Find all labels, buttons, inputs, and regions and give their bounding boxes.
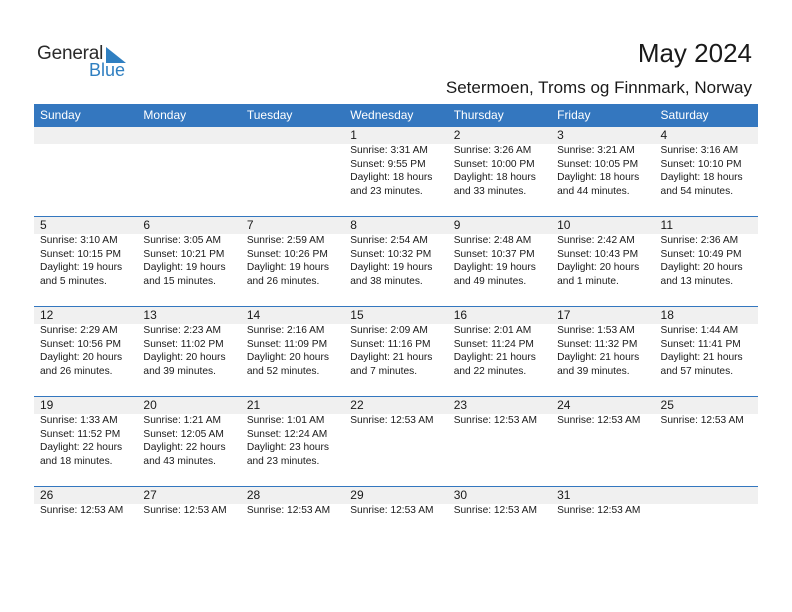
day-cell (241, 487, 344, 518)
day-number: 14 (246, 308, 261, 322)
day-info-line: Daylight: 19 hours (246, 262, 329, 274)
day-cell (551, 217, 654, 288)
day-info-line: and 23 minutes. (350, 185, 423, 197)
day-info-line: Sunset: 11:09 PM (246, 338, 328, 350)
day-info-line: Sunset: 9:55 PM (350, 158, 426, 170)
day-number: 18 (660, 308, 674, 322)
day-info-line: Sunrise: 3:31 AM (350, 145, 428, 156)
day-info-line: Daylight: 20 hours (660, 262, 743, 274)
day-info-line: Sunrise: 12:53 AM (557, 505, 641, 516)
day-info-line: and 23 minutes. (246, 455, 320, 467)
day-number: 25 (660, 398, 674, 412)
day-info-line: Sunrise: 3:10 AM (40, 235, 118, 246)
day-info-line: and 49 minutes. (453, 275, 527, 287)
location-subtitle: Setermoen, Troms og Finnmark, Norway (445, 78, 752, 97)
day-info-line: Sunrise: 2:16 AM (246, 325, 325, 336)
day-info-line: Daylight: 19 hours (40, 262, 123, 274)
day-cell (137, 307, 240, 378)
day-number: 28 (246, 488, 261, 502)
day-number (40, 127, 137, 144)
day-info-line: Sunset: 11:32 PM (557, 338, 638, 350)
calendar-week (34, 396, 758, 467)
day-info-line: and 15 minutes. (143, 275, 216, 287)
day-number: 4 (660, 128, 668, 142)
weekday-wednesday: Wednesday (350, 108, 414, 122)
day-info-line: Sunset: 11:24 PM (453, 338, 534, 350)
day-info-line: Sunrise: 2:29 AM (40, 325, 118, 336)
day-info-line: Sunset: 10:49 PM (660, 248, 742, 260)
day-info-line: and 18 minutes. (40, 455, 113, 467)
day-cell (448, 127, 551, 198)
day-cell (655, 217, 758, 288)
logo-general-text: General (37, 43, 104, 64)
day-info-line: Daylight: 19 hours (453, 262, 536, 274)
day-cell (241, 397, 344, 468)
day-number: 6 (143, 218, 151, 232)
day-number: 13 (143, 308, 157, 322)
day-info-line: Sunrise: 12:53 AM (246, 505, 331, 516)
day-number: 8 (350, 218, 357, 232)
day-info-line: Daylight: 22 hours (143, 442, 226, 454)
weekday-tuesday: Tuesday (246, 108, 293, 122)
week-days (34, 127, 758, 198)
day-number: 10 (557, 218, 571, 232)
day-info-line: Sunrise: 2:54 AM (350, 235, 428, 246)
day-info-line: and 54 minutes. (660, 185, 734, 197)
week-days (34, 307, 758, 378)
day-info-line: Daylight: 18 hours (453, 172, 536, 184)
day-number: 1 (350, 128, 357, 142)
day-info-line: Sunrise: 1:33 AM (40, 415, 118, 426)
day-info-line: Sunrise: 12:53 AM (143, 505, 227, 516)
day-cell (241, 217, 344, 288)
day-info-line: and 57 minutes. (660, 365, 734, 377)
day-info-line: Sunrise: 2:42 AM (557, 235, 635, 246)
day-cell (137, 217, 240, 288)
day-info-line: Daylight: 18 hours (557, 172, 640, 184)
day-info-line: Sunset: 12:24 AM (246, 428, 328, 440)
weekday-friday: Friday (557, 108, 591, 122)
day-info-line: Sunrise: 2:23 AM (143, 325, 222, 336)
day-cell (137, 397, 240, 468)
day-info-line: Sunset: 10:43 PM (557, 248, 639, 260)
day-info-line: Sunset: 11:16 PM (350, 338, 431, 350)
logo (37, 44, 137, 80)
day-number: 9 (453, 218, 461, 232)
day-number: 23 (453, 398, 468, 412)
day-info-line: and 33 minutes. (453, 185, 527, 197)
logo-blue-text: Blue (89, 60, 126, 80)
day-info-line: Daylight: 20 hours (40, 352, 123, 364)
day-cell (34, 307, 137, 378)
day-info-line: Sunset: 10:10 PM (660, 158, 742, 170)
day-cell (448, 217, 551, 288)
day-info-line: Sunset: 10:26 PM (246, 248, 328, 260)
day-number: 15 (350, 308, 364, 322)
day-number: 16 (453, 308, 468, 322)
day-info-line: Sunset: 10:21 PM (143, 248, 225, 260)
day-info-line: Daylight: 18 hours (660, 172, 743, 184)
day-number: 26 (40, 488, 54, 502)
day-info-line: Daylight: 21 hours (453, 352, 536, 364)
day-info-line: Daylight: 22 hours (40, 442, 123, 454)
day-info-line: Sunrise: 12:53 AM (350, 505, 434, 516)
day-info-line: Daylight: 18 hours (350, 172, 433, 184)
day-number (143, 127, 240, 144)
weekday-thursday: Thursday (453, 108, 504, 122)
day-info-line: Daylight: 20 hours (246, 352, 329, 364)
calendar-week (34, 306, 758, 377)
day-info-line: and 26 minutes. (40, 365, 113, 377)
day-number: 3 (557, 128, 564, 142)
day-cell (551, 307, 654, 378)
day-info-line: and 22 minutes. (453, 365, 527, 377)
day-number: 2 (453, 128, 461, 142)
day-info-line: Sunrise: 3:26 AM (453, 145, 532, 156)
day-info-line: Daylight: 21 hours (557, 352, 640, 364)
day-info-line: and 26 minutes. (246, 275, 320, 287)
day-cell (34, 397, 137, 468)
day-info-line: Sunrise: 12:53 AM (40, 505, 124, 516)
day-info-line: Daylight: 21 hours (660, 352, 743, 364)
day-info-line: Sunset: 11:02 PM (143, 338, 224, 350)
day-info-line: Sunset: 11:52 PM (40, 428, 121, 440)
day-cell (551, 127, 654, 198)
day-number (247, 127, 344, 144)
day-number: 29 (350, 488, 364, 502)
day-cell (344, 127, 447, 198)
day-number: 30 (453, 488, 468, 502)
day-info-line: and 38 minutes. (350, 275, 423, 287)
day-info-line: Sunrise: 3:16 AM (660, 145, 739, 156)
day-info-line: Sunset: 10:05 PM (557, 158, 639, 170)
weekday-saturday: Saturday (660, 108, 709, 122)
day-cell (655, 307, 758, 378)
day-info-line: Sunrise: 3:05 AM (143, 235, 222, 246)
day-info-line: and 13 minutes. (660, 275, 734, 287)
day-cell (344, 487, 447, 518)
day-info-line: Sunset: 12:05 AM (143, 428, 224, 440)
calendar-week (34, 486, 758, 516)
day-number: 19 (40, 398, 54, 412)
day-info-line: Daylight: 21 hours (350, 352, 433, 364)
day-info-line: Sunset: 10:00 PM (453, 158, 535, 170)
day-number: 22 (350, 398, 364, 412)
day-info-line: Sunrise: 1:01 AM (246, 415, 325, 426)
day-info-line: Sunrise: 1:21 AM (143, 415, 222, 426)
day-cell (551, 487, 654, 518)
day-info-line: Sunset: 10:32 PM (350, 248, 432, 260)
day-info-line: Sunrise: 12:53 AM (453, 415, 537, 426)
day-info-line: Sunset: 11:41 PM (660, 338, 741, 350)
day-number: 21 (246, 398, 261, 412)
day-info-line: Daylight: 23 hours (246, 442, 329, 454)
day-info-line: and 52 minutes. (246, 365, 320, 377)
day-number: 24 (557, 398, 571, 412)
week-days (34, 217, 758, 288)
day-cell (344, 217, 447, 288)
day-info-line: and 7 minutes. (350, 365, 418, 377)
day-info-line: Daylight: 19 hours (350, 262, 433, 274)
day-info-line: and 1 minute. (557, 275, 619, 287)
day-info-line: Sunrise: 2:48 AM (453, 235, 532, 246)
day-number: 12 (40, 308, 54, 322)
day-info-line: and 39 minutes. (143, 365, 216, 377)
weekday-monday: Monday (143, 108, 187, 122)
day-info-line: Sunrise: 12:53 AM (660, 415, 744, 426)
week-days (34, 487, 758, 518)
day-cell (655, 397, 758, 468)
day-info-line: Sunrise: 2:09 AM (350, 325, 428, 336)
day-info-line: Sunset: 10:15 PM (40, 248, 121, 260)
day-number: 5 (40, 218, 47, 232)
day-info-line: and 44 minutes. (557, 185, 630, 197)
day-info-line: Sunrise: 1:44 AM (660, 325, 739, 336)
page-title: May 2024 (637, 38, 752, 68)
day-info-line: and 43 minutes. (143, 455, 216, 467)
calendar-week (34, 126, 758, 197)
day-cell (241, 127, 344, 198)
day-cell (448, 487, 551, 518)
day-cell (34, 127, 137, 198)
day-cell (241, 307, 344, 378)
day-cell (655, 127, 758, 198)
day-cell (137, 127, 240, 198)
day-cell (344, 307, 447, 378)
day-info-line: and 39 minutes. (557, 365, 630, 377)
day-number: 31 (557, 488, 571, 502)
day-cell (34, 217, 137, 288)
day-number: 20 (143, 398, 157, 412)
weekday-sunday: Sunday (40, 108, 81, 122)
day-cell (34, 487, 137, 518)
day-info-line: Daylight: 20 hours (557, 262, 640, 274)
day-number: 11 (660, 218, 673, 232)
day-info-line: Daylight: 20 hours (143, 352, 226, 364)
day-number: 27 (143, 488, 157, 502)
day-number (661, 487, 758, 504)
day-cell (655, 487, 758, 518)
day-info-line: Daylight: 19 hours (143, 262, 226, 274)
day-cell (137, 487, 240, 518)
day-info-line: and 5 minutes. (40, 275, 107, 287)
day-info-line: Sunrise: 12:53 AM (453, 505, 537, 516)
day-info-line: Sunrise: 12:53 AM (557, 415, 641, 426)
day-cell (448, 307, 551, 378)
day-info-line: Sunrise: 1:53 AM (557, 325, 635, 336)
day-info-line: Sunrise: 12:53 AM (350, 415, 434, 426)
day-info-line: Sunset: 10:37 PM (453, 248, 535, 260)
day-cell (344, 397, 447, 468)
day-number: 7 (246, 218, 254, 232)
day-number: 17 (557, 308, 571, 322)
day-info-line: Sunrise: 2:01 AM (453, 325, 532, 336)
day-info-line: Sunrise: 2:59 AM (246, 235, 325, 246)
day-info-line: Sunrise: 2:36 AM (660, 235, 739, 246)
day-cell (551, 397, 654, 468)
day-info-line: Sunset: 10:56 PM (40, 338, 121, 350)
weekday-header (34, 104, 758, 126)
week-days (34, 397, 758, 468)
day-cell (448, 397, 551, 468)
calendar-week (34, 216, 758, 287)
day-info-line: Sunrise: 3:21 AM (557, 145, 635, 156)
